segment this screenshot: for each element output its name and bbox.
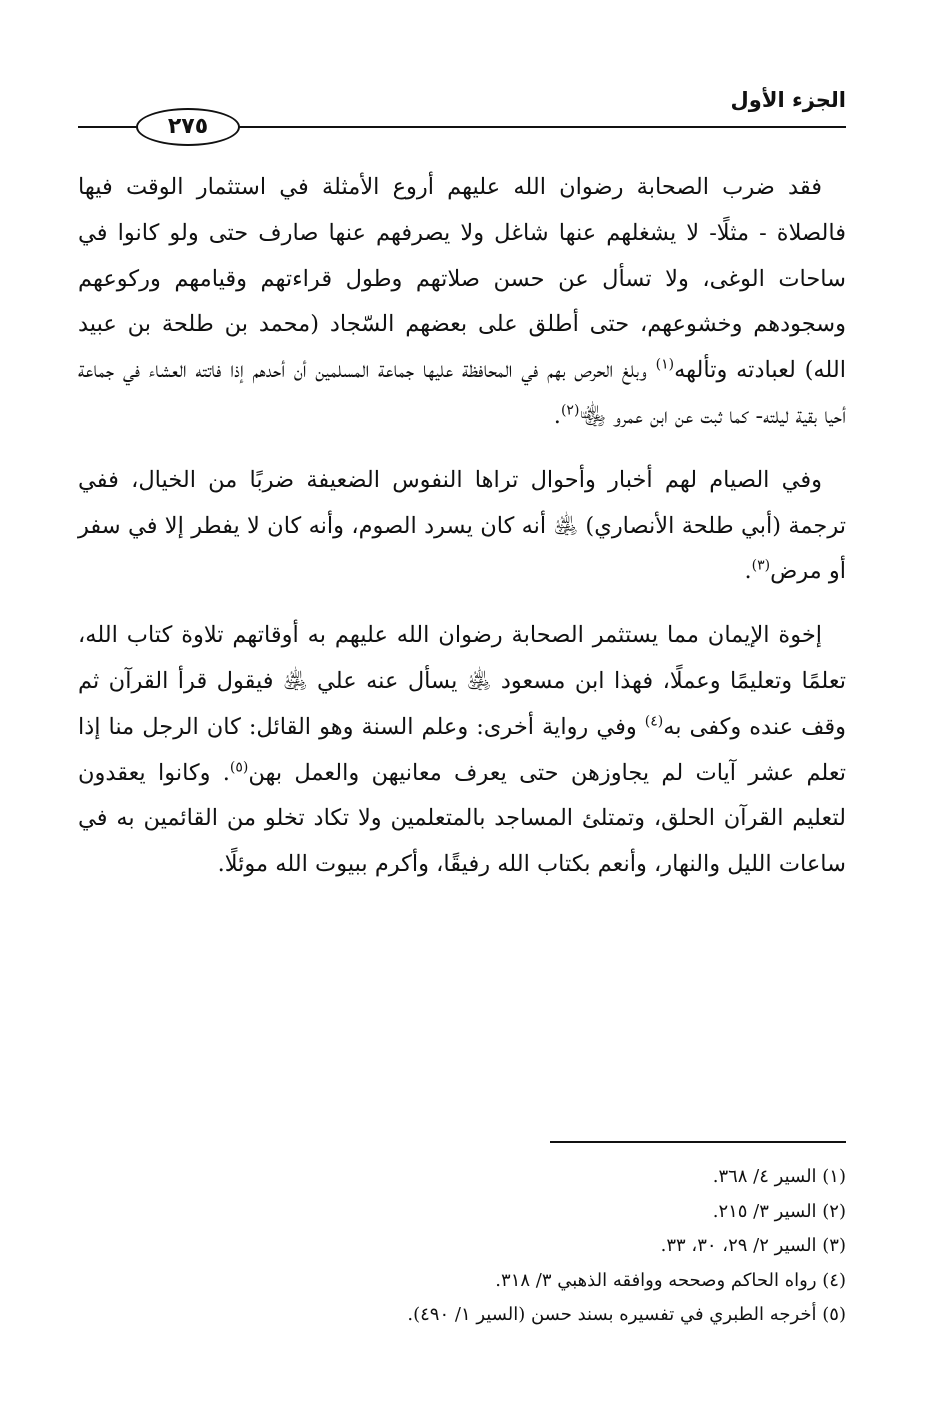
footnote: (٢) السير ٣/ ٢١٥. [712,1200,846,1222]
paragraph-text: فقد ضرب الصحابة رضوان الله عليهم أروع الأمثلة في استثمار الوقت فيها فالصلاة - مثلًا- لا يشغلهم عنها شاغل ولا يصرفهم عنها صارف حتى ولو كانوا في ساحات الوغى، ولا تسأل عن حسن صلاتهم وطول قراءتهم وقيامهم وركوعهم وسجودهم وخشوعهم، حتى أطلق على بعضهم السّجاد (محمد بن طلحة بن عبيد الله) لعبادته وتألهه [78,174,846,384]
page-header [78,86,846,146]
paragraph [78,165,846,440]
footnote: (١) السير ٤/ ٣٦٨. [712,1166,846,1187]
footnote-ref[interactable]: (٢) [560,402,580,419]
running-title: الجزء الأول [730,88,846,112]
paragraph-text: وفي رواية أخرى: وعلم السنة وهو القائل: كان الرجل منا إذا تعلم عشر آيات لم يجاوزهن حتى يعرف معانيهن والعمل بهن [78,713,846,786]
footnotes [78,1160,846,1333]
paragraph-text: . وكانوا يعقدون لتعليم القرآن الحلق، وتمتلئ المساجد بالمتعلمين ولا تكاد تخلو من القائمين به في ساعات الليل والنهار، وأنعم بكتاب الله رفيقًا، وأكرم ببيوت الله موئلًا. [78,759,846,878]
main-text [78,165,846,888]
paragraph-text: وبلغ الحرص بهم في المحافظة عليها جماعة المسلمين أن أحدهم إذا فاتته العشاء في جماعة أحيا بقية ليلته- كما ثبت عن ابن عمرو ﵄ [78,357,846,429]
footnote: (٤) رواه الحاكم وصححه ووافقه الذهبي ٣/ ٣١٨. [495,1269,846,1291]
footnote: (٥) أخرجه الطبري في تفسيره بسند حسن (السير ١/ ٤٩٠). [407,1304,846,1325]
paragraph [78,613,846,888]
paragraph-text: . [744,558,752,585]
footnote-ref[interactable]: (٤) [644,713,664,730]
paragraph-text: . [553,402,561,429]
footnote-ref[interactable]: (٣) [751,557,771,574]
paragraph-text: إخوة الإيمان مما يستثمر الصحابة رضوان الله عليهم به أوقاتهم تلاوة كتاب الله، تعلمًا وتعليمًا وعملًا، فهذا ابن مسعود ﵁ يسأل عنه علي ﵁ فيقول قرأ القرآن ثم وقف عنده وكفى به [78,622,846,740]
footnote-separator [550,1141,846,1143]
footnote: (٣) السير ٢/ ٢٩، ٣٠، ٣٣. [660,1235,846,1256]
footnote-ref[interactable]: (١) [655,356,675,373]
paragraph [78,458,846,595]
paragraph-text: وفي الصيام لهم أخبار وأحوال تراها النفوس الضعيفة ضربًا من الخيال، ففي ترجمة (أبي طلحة الأنصاري) ﵁ أنه كان يسرد الصوم، وأنه كان لا يفطر إلا في سفر أو مرض [78,466,846,585]
footnote-ref[interactable]: (٥) [229,759,249,776]
page-number: ٢٧٥ [136,108,240,146]
